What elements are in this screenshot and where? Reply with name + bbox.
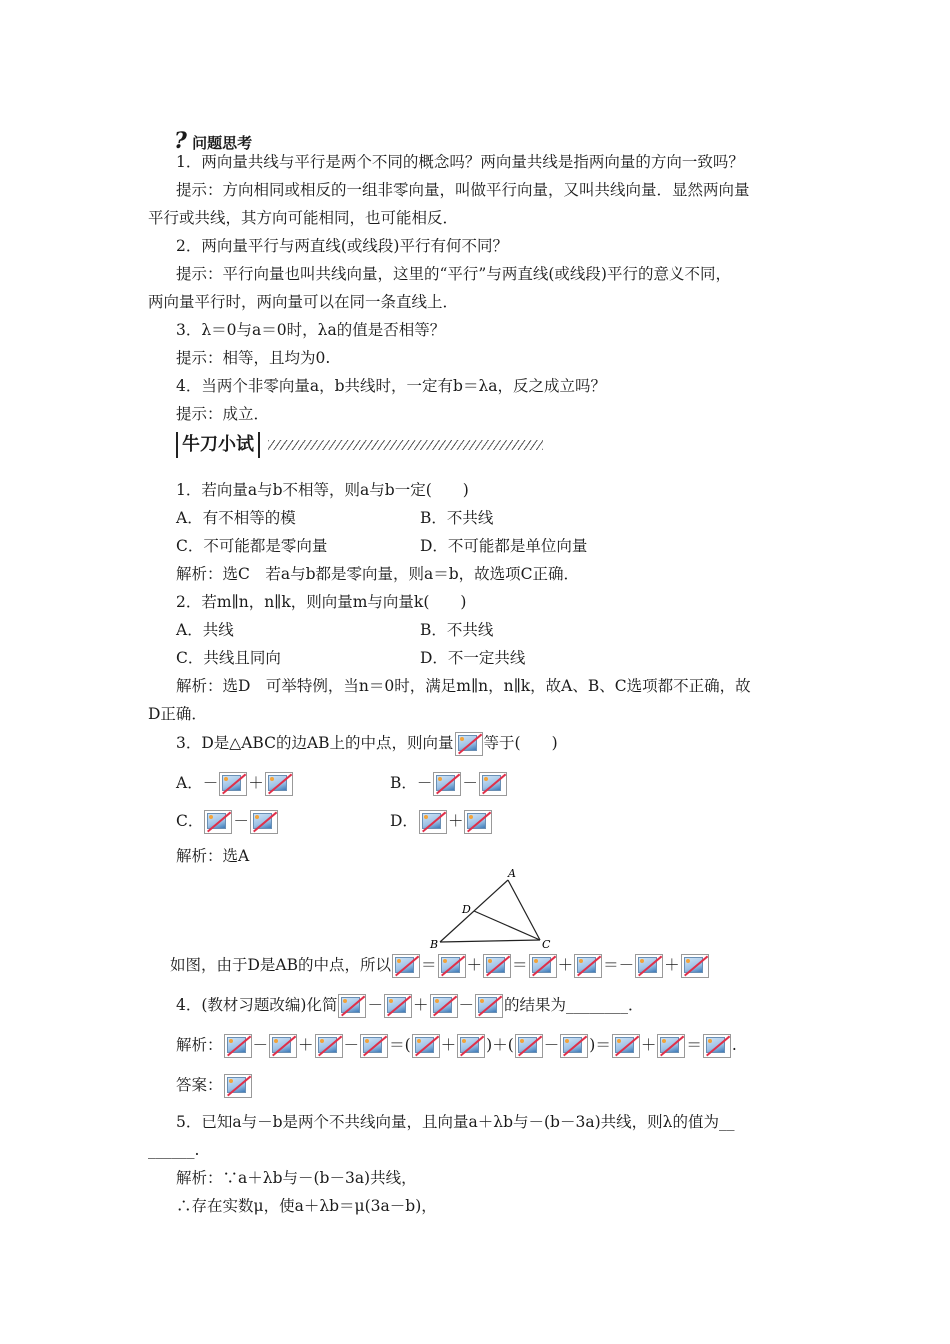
broken-image-icon: [457, 1034, 485, 1058]
q1-option-b: B．不共线: [420, 509, 494, 527]
broken-image-icon: [515, 1034, 543, 1058]
broken-image-icon: [338, 994, 366, 1018]
period: .: [731, 1036, 737, 1054]
broken-image-icon: [250, 810, 278, 834]
close-paren-equals: )＝: [589, 1036, 611, 1054]
broken-image-icon: [479, 772, 507, 796]
broken-image-icon: [224, 1074, 252, 1098]
broken-image-icon: [438, 954, 466, 978]
triangle-figure: [428, 868, 558, 950]
think-line-4: 2．两向量平行与两直线(或线段)平行有何不同？: [176, 237, 508, 255]
think-line-3: 平行或共线，其方向可能相同，也可能相反．: [148, 209, 459, 227]
q3-option-d: [390, 810, 590, 834]
q3-option-a: [176, 772, 376, 796]
broken-image-icon: [657, 1034, 685, 1058]
q1-analysis: 解析：选C 若a与b都是零向量，则a＝b，故选项C正确．: [176, 565, 580, 583]
equals-sign: ＝: [512, 956, 528, 974]
answer-label: 答案：: [176, 1076, 223, 1094]
think-line-7: 3．λ＝0与a＝0时，λa的值是否相等？: [176, 321, 446, 339]
q1-option-a: A．有不相等的模: [176, 509, 296, 527]
vertex-label-c: C: [542, 938, 551, 950]
plus-sign: ＋: [248, 774, 264, 792]
vertex-label-d: D: [462, 903, 471, 916]
broken-image-icon: [455, 732, 483, 756]
broken-image-icon: [219, 772, 247, 796]
side-ac: [508, 880, 540, 940]
broken-image-icon: [574, 954, 602, 978]
think-line-5: 提示：平行向量也叫共线向量，这里的“平行”与两直线(或线段)平行的意义不同，: [176, 265, 731, 283]
broken-image-icon: [529, 954, 557, 978]
q5-analysis-2: ∴存在实数μ，使a＋λb＝μ(3a－b)，: [176, 1197, 437, 1215]
broken-image-icon: [419, 810, 447, 834]
broken-image-icon: [612, 1034, 640, 1058]
open-paren: ＝(: [389, 1036, 411, 1054]
think-line-9: 4．当两个非零向量a，b共线时，一定有b＝λa，反之成立吗？: [176, 377, 607, 395]
broken-image-icon: [265, 772, 293, 796]
option-label: D．: [390, 812, 418, 830]
q2-analysis-1: 解析：选D 可举特例，当n＝0时，满足m∥n，n∥k，故A、B、C选项都不正确，故: [176, 677, 751, 695]
question-mark-icon: ?: [174, 128, 187, 154]
minus-sign: －: [233, 812, 249, 830]
broken-image-icon: [412, 1034, 440, 1058]
broken-image-icon: [392, 954, 420, 978]
close-open-paren: )＋(: [486, 1036, 514, 1054]
think-line-8: 提示：相等，且均为0.: [176, 349, 331, 367]
plus-sign: ＋: [640, 1036, 657, 1054]
section-title: 牛刀小试: [176, 432, 260, 458]
q3-option-c: [176, 810, 376, 834]
broken-image-icon: [433, 772, 461, 796]
section-header-think: [174, 128, 252, 152]
plus-sign: ＋: [412, 996, 429, 1014]
side-bc: [440, 940, 540, 942]
q3-stem-pre: 3．D是△ABC的边AB上的中点，则向量: [176, 734, 454, 752]
q3-stem: [176, 732, 856, 756]
explain-text: 如图，由于D是AB的中点，所以: [170, 956, 392, 974]
broken-image-icon: [430, 994, 458, 1018]
broken-image-icon: [475, 994, 503, 1018]
minus-sign: －: [458, 996, 475, 1014]
plus-sign: ＋: [440, 1036, 457, 1054]
q2-analysis-2: D正确．: [148, 705, 207, 723]
q5-analysis-1: 解析：∵a＋λb与－(b－3a)共线，: [176, 1169, 417, 1187]
q1-stem: 1．若向量a与b不相等，则a与b一定( ): [176, 481, 469, 499]
option-label: A．－: [176, 774, 219, 792]
q4-answer: [176, 1074, 856, 1098]
think-line-6: 两向量平行时，两向量可以在同一条直线上．: [148, 293, 459, 311]
vertex-label-a: A: [508, 868, 516, 880]
broken-image-icon: [703, 1034, 731, 1058]
section-title: 问题思考: [192, 134, 253, 152]
think-line-1: 1．两向量共线与平行是两个不同的概念吗？两向量共线是指两向量的方向一致吗？: [176, 153, 744, 171]
broken-image-icon: [315, 1034, 343, 1058]
broken-image-icon: [269, 1034, 297, 1058]
vertex-label-b: B: [430, 938, 439, 950]
q5-stem-1: 5．已知a与－b是两个不共线向量，且向量a＋λb与－(b－3a)共线，则λ的值为__: [176, 1113, 735, 1131]
q1-option-d: D．不可能都是单位向量: [420, 537, 588, 555]
broken-image-icon: [483, 954, 511, 978]
q3-option-b: [390, 772, 590, 796]
broken-image-icon: [635, 954, 663, 978]
think-line-10: 提示：成立．: [176, 405, 270, 423]
minus-sign: －: [252, 1036, 269, 1054]
option-label: B．－: [390, 774, 433, 792]
q4-analysis: [176, 1034, 856, 1058]
q2-option-d: D．不一定共线: [420, 649, 526, 667]
plus-sign: ＋: [298, 1036, 314, 1054]
broken-image-icon: [224, 1034, 252, 1058]
minus-sign: －: [343, 1036, 360, 1054]
option-label: C．: [176, 812, 204, 830]
think-line-2: 提示：方向相同或相反的一组非零向量，叫做平行向量，又叫共线向量．显然两向量: [176, 181, 750, 199]
minus-sign: －: [543, 1036, 560, 1054]
equals-sign: ＝: [421, 956, 437, 974]
broken-image-icon: [464, 810, 492, 834]
hatch-divider: [268, 440, 543, 450]
q2-option-a: A．共线: [176, 621, 234, 639]
q3-explain: [170, 954, 850, 978]
plus-sign: ＋: [466, 956, 483, 974]
plus-sign: ＋: [447, 812, 464, 830]
minus-sign: －: [462, 774, 478, 792]
section-header-try: [176, 432, 546, 460]
median-dc: [474, 911, 540, 940]
q4-stem-pre: 4．(教材习题改编)化简: [176, 996, 338, 1014]
broken-image-icon: [384, 994, 412, 1018]
minus-sign: －: [367, 996, 383, 1014]
q1-option-c: C．不可能都是零向量: [176, 537, 328, 555]
analysis-label: 解析：: [176, 1036, 223, 1054]
broken-image-icon: [560, 1034, 588, 1058]
plus-sign: ＋: [557, 956, 574, 974]
q3-stem-post: 等于( ): [483, 734, 558, 752]
q5-stem-2: ______.: [148, 1141, 200, 1159]
q4-stem: [176, 994, 856, 1018]
q3-analysis: 解析：选A: [176, 847, 250, 865]
broken-image-icon: [681, 954, 709, 978]
q4-stem-post: 的结果为________．: [504, 996, 644, 1014]
q2-stem: 2．若m∥n，n∥k，则向量m与向量k( ): [176, 593, 467, 611]
equals-sign: ＝: [686, 1036, 702, 1054]
q2-option-c: C．共线且同向: [176, 649, 281, 667]
equals-minus-sign: ＝－: [603, 956, 635, 974]
plus-sign: ＋: [664, 956, 680, 974]
q2-option-b: B．不共线: [420, 621, 494, 639]
broken-image-icon: [204, 810, 232, 834]
broken-image-icon: [360, 1034, 388, 1058]
